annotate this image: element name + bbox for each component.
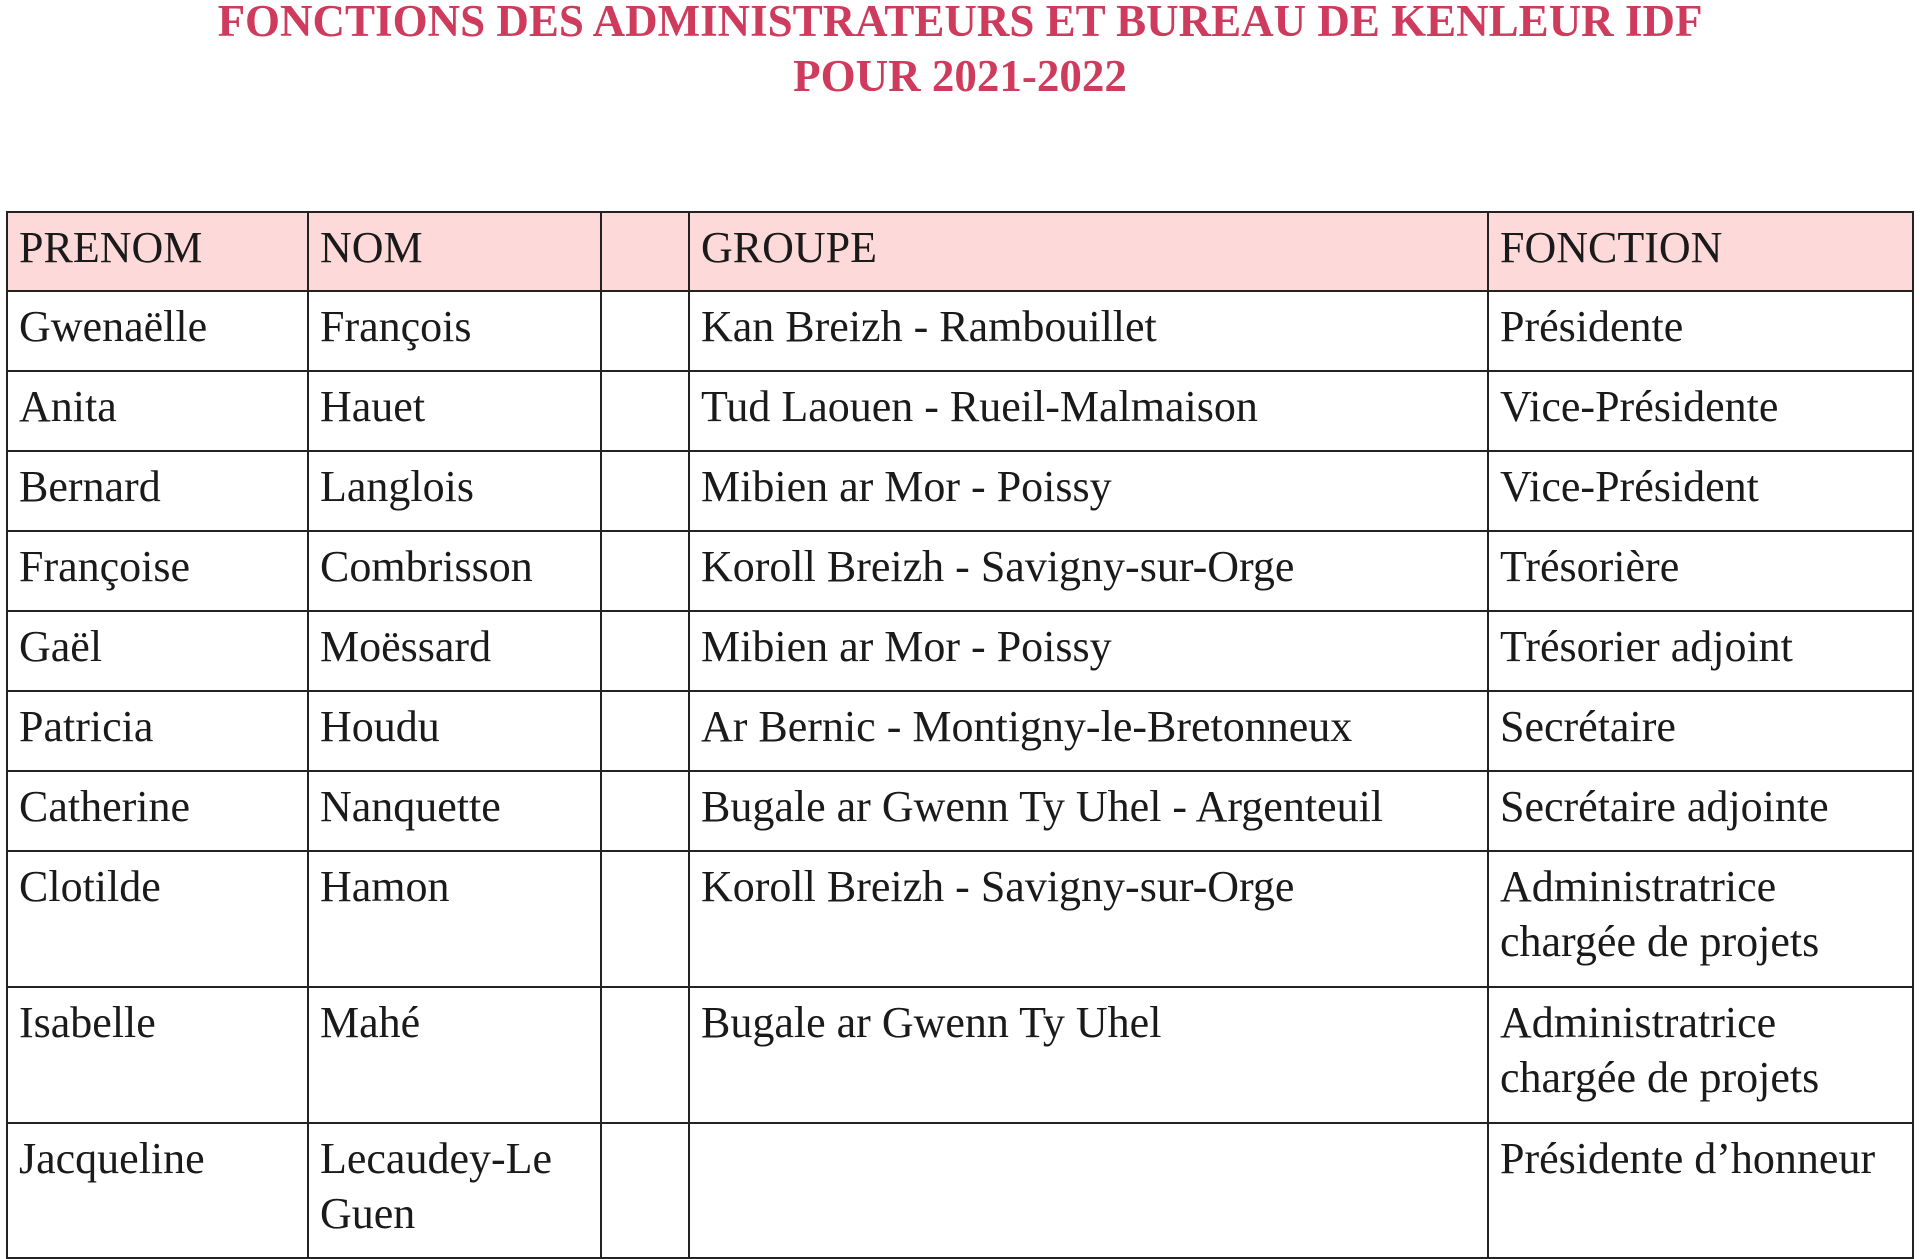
cell-prenom: Gaël xyxy=(7,611,308,691)
cell-prenom: Gwenaëlle xyxy=(7,291,308,371)
administrators-table xyxy=(6,211,1914,1259)
header-nom: NOM xyxy=(308,212,601,291)
cell-blank xyxy=(601,1123,689,1258)
cell-fonction: Vice-Présidente xyxy=(1488,371,1913,451)
cell-blank xyxy=(601,291,689,371)
cell-prenom: Jacqueline xyxy=(7,1123,308,1258)
cell-fonction: Présidente d’honneur xyxy=(1488,1123,1913,1258)
cell-fonction: Vice-Président xyxy=(1488,451,1913,531)
cell-blank xyxy=(601,987,689,1123)
cell-groupe xyxy=(689,1123,1488,1258)
cell-nom: Mahé xyxy=(308,987,601,1123)
table-row xyxy=(7,987,1913,1123)
cell-fonction: Trésorière xyxy=(1488,531,1913,611)
table-header-row xyxy=(7,212,1913,291)
cell-prenom: Catherine xyxy=(7,771,308,851)
cell-fonction: Présidente xyxy=(1488,291,1913,371)
cell-fonction: Secrétaire adjointe xyxy=(1488,771,1913,851)
cell-nom: Nanquette xyxy=(308,771,601,851)
cell-nom: Combrisson xyxy=(308,531,601,611)
page-title xyxy=(0,0,1920,104)
cell-prenom: Isabelle xyxy=(7,987,308,1123)
cell-nom: Lecaudey-Le Guen xyxy=(308,1123,601,1258)
table-row xyxy=(7,531,1913,611)
cell-nom: François xyxy=(308,291,601,371)
cell-prenom: Patricia xyxy=(7,691,308,771)
header-blank xyxy=(601,212,689,291)
header-fonction: FONCTION xyxy=(1488,212,1913,291)
title-line-1: FONCTIONS DES ADMINISTRATEURS ET BUREAU DE KENLEUR IDF xyxy=(217,0,1703,46)
cell-nom: Hauet xyxy=(308,371,601,451)
cell-blank xyxy=(601,771,689,851)
table-row xyxy=(7,691,1913,771)
table-row xyxy=(7,451,1913,531)
cell-groupe: Koroll Breizh - Savigny-sur-Orge xyxy=(689,851,1488,987)
table-row xyxy=(7,851,1913,987)
header-prenom: PRENOM xyxy=(7,212,308,291)
cell-fonction: Trésorier adjoint xyxy=(1488,611,1913,691)
cell-groupe: Kan Breizh - Rambouillet xyxy=(689,291,1488,371)
cell-groupe: Mibien ar Mor - Poissy xyxy=(689,611,1488,691)
table-row xyxy=(7,371,1913,451)
cell-blank xyxy=(601,691,689,771)
cell-nom: Houdu xyxy=(308,691,601,771)
cell-prenom: Anita xyxy=(7,371,308,451)
cell-prenom: Françoise xyxy=(7,531,308,611)
title-line-2: POUR 2021-2022 xyxy=(793,51,1127,101)
table-row xyxy=(7,291,1913,371)
cell-fonction: Administratrice chargée de projets xyxy=(1488,987,1913,1123)
cell-groupe: Tud Laouen - Rueil-Malmaison xyxy=(689,371,1488,451)
table-row xyxy=(7,611,1913,691)
cell-nom: Hamon xyxy=(308,851,601,987)
cell-prenom: Bernard xyxy=(7,451,308,531)
cell-blank xyxy=(601,531,689,611)
cell-groupe: Bugale ar Gwenn Ty Uhel - Argenteuil xyxy=(689,771,1488,851)
table-row xyxy=(7,1123,1913,1258)
cell-fonction: Secrétaire xyxy=(1488,691,1913,771)
cell-blank xyxy=(601,371,689,451)
cell-groupe: Koroll Breizh - Savigny-sur-Orge xyxy=(689,531,1488,611)
cell-groupe: Bugale ar Gwenn Ty Uhel xyxy=(689,987,1488,1123)
cell-prenom: Clotilde xyxy=(7,851,308,987)
cell-fonction: Administratrice chargée de projets xyxy=(1488,851,1913,987)
cell-groupe: Mibien ar Mor - Poissy xyxy=(689,451,1488,531)
cell-groupe: Ar Bernic - Montigny-le-Bretonneux xyxy=(689,691,1488,771)
cell-blank xyxy=(601,611,689,691)
table-row xyxy=(7,771,1913,851)
cell-blank xyxy=(601,851,689,987)
cell-blank xyxy=(601,451,689,531)
cell-nom: Langlois xyxy=(308,451,601,531)
cell-nom: Moëssard xyxy=(308,611,601,691)
header-groupe: GROUPE xyxy=(689,212,1488,291)
